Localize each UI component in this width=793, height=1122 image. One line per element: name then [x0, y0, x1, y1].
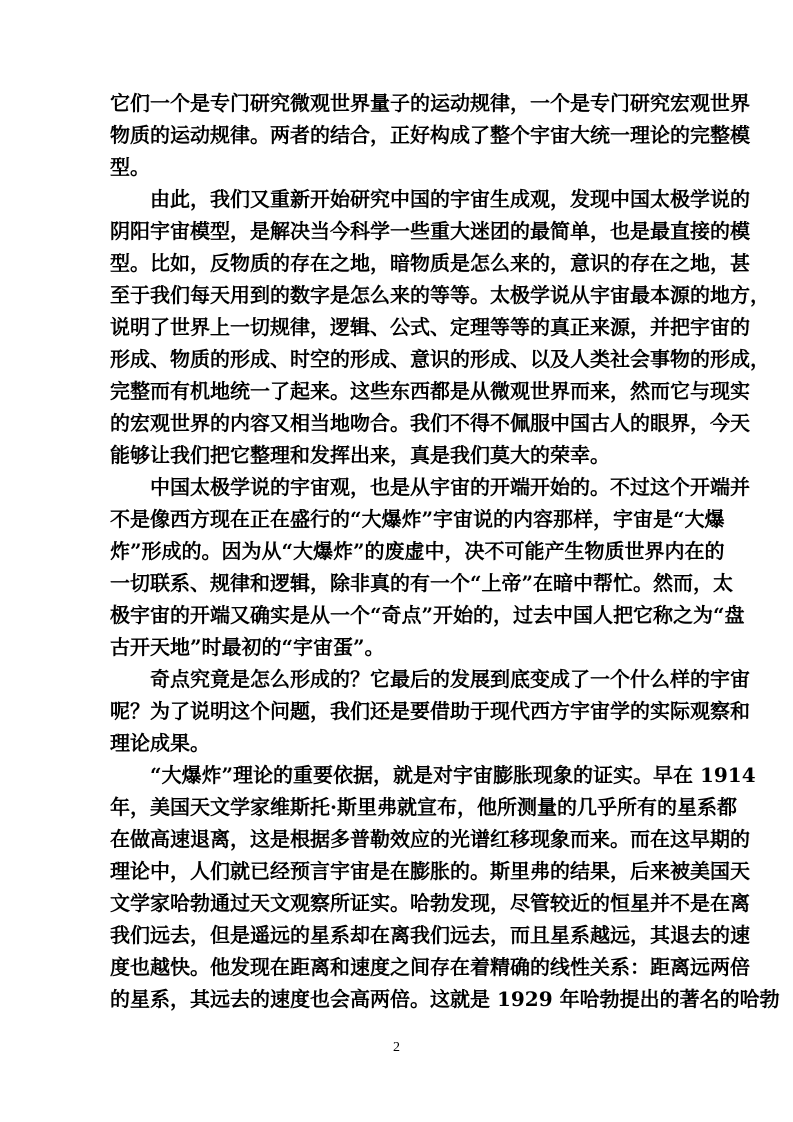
text-line: 度也越快。他发现在距离和速度之间存在着精确的线性关系：距离远两倍 — [110, 955, 750, 979]
text-line: 完整而有机地统一了起来。这些东西都是从微观世界而来，然而它与现实 — [110, 379, 750, 403]
text-line: 它们一个是专门研究微观世界量子的运动规律，一个是专门研究宏观世界 — [110, 91, 750, 115]
text-line: 古开天地”时最初的“宇宙蛋”。 — [110, 635, 385, 659]
text-line: 我们远去，但是遥远的星系却在离我们远去，而且星系越远，其退去的速 — [110, 923, 750, 947]
text-line: 的星系，其远去的速度也会高两倍。这就是 1929 年哈勃提出的著名的哈勃 — [110, 987, 780, 1011]
text-line: 物质的运动规律。两者的结合，正好构成了整个宇宙大统一理论的完整模 — [110, 123, 750, 147]
text-line: 极宇宙的开端又确实是从一个“奇点”开始的，过去中国人把它称之为“盘 — [110, 603, 745, 627]
text-line: 炸”形成的。因为从“大爆炸”的废虚中，决不可能产生物质世界内在的 — [110, 539, 725, 563]
text-line: 不是像西方现在正在盛行的“大爆炸”宇宙说的内容那样，宇宙是“大爆 — [110, 507, 725, 531]
text-line: 中国太极学说的宇宙观，也是从宇宙的开端开始的。不过这个开端并 — [150, 475, 750, 499]
text-line: 理论成果。 — [110, 731, 210, 755]
text-line: 型。 — [110, 155, 150, 179]
text-line: 在做高速退离，这是根据多普勒效应的光谱红移现象而来。而在这早期的 — [110, 827, 750, 851]
text-line: 年，美国天文学家维斯托·斯里弗就宣布，他所测量的几乎所有的星系都 — [110, 795, 737, 819]
text-line: 能够让我们把它整理和发挥出来，真是我们莫大的荣幸。 — [110, 443, 610, 467]
text-line: 由此，我们又重新开始研究中国的宇宙生成观，发现中国太极学说的 — [150, 187, 750, 211]
text-line: “大爆炸”理论的重要依据，就是对宇宙膨胀现象的证实。早在 1914 — [150, 763, 756, 787]
text-line: 呢？为了说明这个问题，我们还是要借助于现代西方宇宙学的实际观察和 — [110, 699, 750, 723]
text-line: 型。比如，反物质的存在之地，暗物质是怎么来的，意识的存在之地，甚 — [110, 251, 750, 275]
text-line: 奇点究竟是怎么形成的？它最后的发展到底变成了一个什么样的宇宙 — [150, 667, 750, 691]
page-number: 2 — [393, 1040, 400, 1055]
text-line: 理论中，人们就已经预言宇宙是在膨胀的。斯里弗的结果，后来被美国天 — [110, 859, 750, 883]
text-line: 形成、物质的形成、时空的形成、意识的形成、以及人类社会事物的形成， — [110, 347, 770, 371]
text-line: 的宏观世界的内容又相当地吻合。我们不得不佩服中国古人的眼界，今天 — [110, 411, 750, 435]
text-line: 至于我们每天用到的数字是怎么来的等等。太极学说从宇宙最本源的地方， — [110, 283, 770, 307]
body-text — [110, 87, 780, 1015]
text-line: 说明了世界上一切规律，逻辑、公式、定理等等的真正来源，并把宇宙的 — [110, 315, 750, 339]
text-line: 文学家哈勃通过天文观察所证实。哈勃发现，尽管较近的恒星并不是在离 — [110, 891, 750, 915]
text-line: 阴阳宇宙模型，是解决当今科学一些重大迷团的最简单，也是最直接的模 — [110, 219, 750, 243]
text-line: 一切联系、规律和逻辑，除非真的有一个“上帝”在暗中帮忙。然而，太 — [110, 571, 734, 595]
